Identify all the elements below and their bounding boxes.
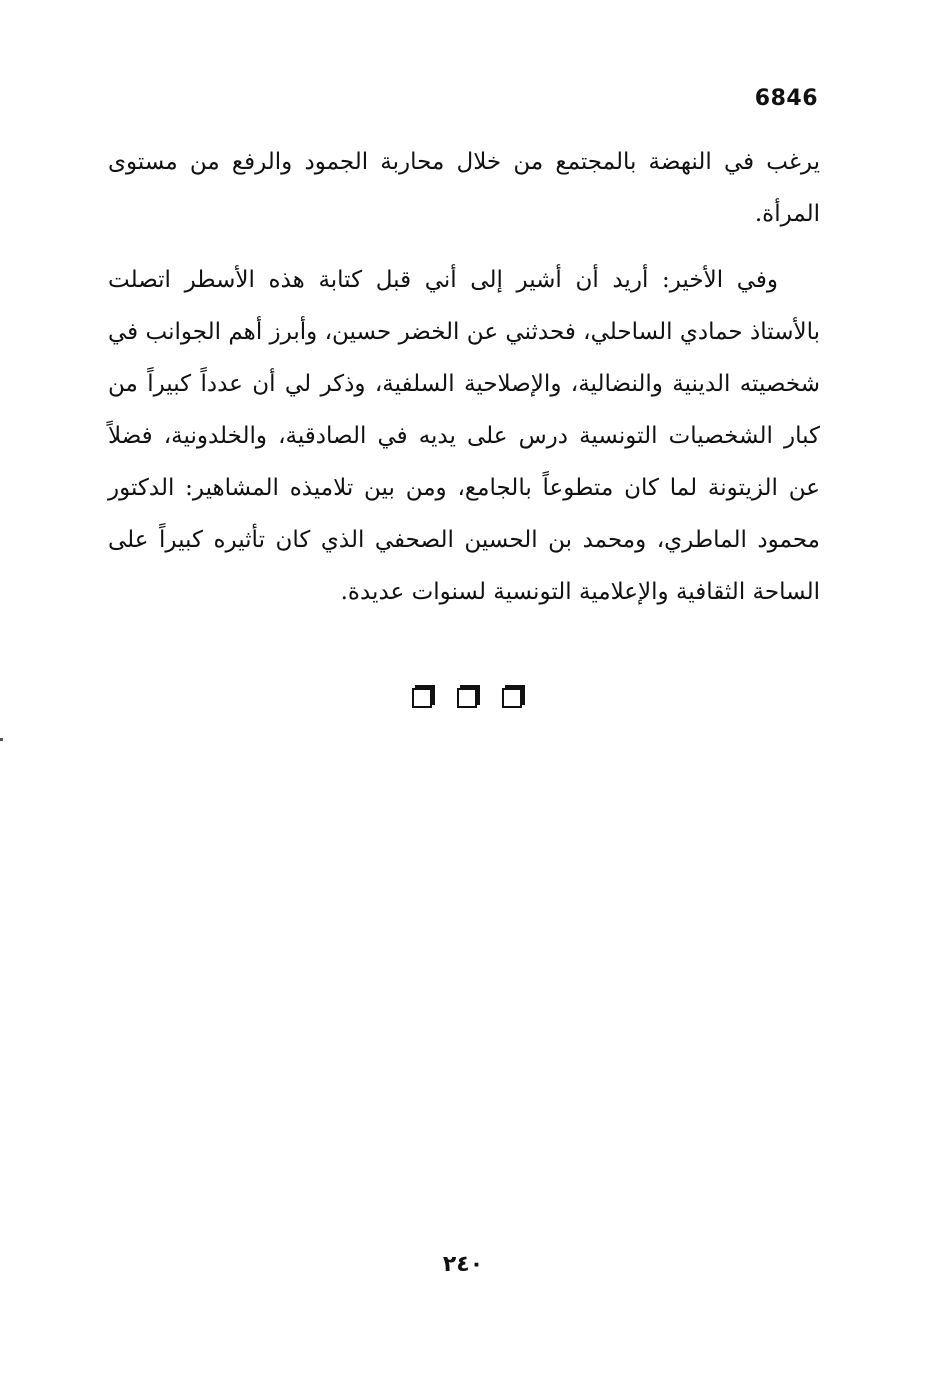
- separator-box-icon: [457, 688, 477, 708]
- separator-box-icon: [412, 688, 432, 708]
- paragraph-1: يرغب في النهضة بالمجتمع من خلال محاربة الجمود والرفع من مستوى المرأة.: [108, 149, 820, 227]
- page-number: ٢٤٠: [442, 1252, 484, 1277]
- document-id: 6846: [754, 86, 818, 111]
- paragraph-2: وفي الأخير: أريد أن أشير إلى أني قبل كتابة هذه الأسطر اتصلت بالأستاذ حمادي الساحلي، فحدثني عن الخضر حسين، وأبرز أهم الجوانب في شخصيته الدينية والنضالية، والإصلاحية السلفية، وذكر لي أن عدداً كبيراً من كبار الشخصيات التونسية درس على يديه في الصادقية، والخلدونية، فضلاً عن الزيتونة لما كان متطوعاً بالجامع، ومن بين تلاميذه المشاهير: الدكتور محمود الماطري، ومحمد بن الحسين الصحفي الذي كان تأثيره كبيراً على الساحة الثقافية والإعلامية التونسية لسنوات عديدة.: [108, 267, 820, 605]
- section-separator: [412, 688, 522, 708]
- separator-box-icon: [502, 688, 522, 708]
- body-text: [108, 136, 820, 618]
- scan-edge-mark: [0, 738, 3, 741]
